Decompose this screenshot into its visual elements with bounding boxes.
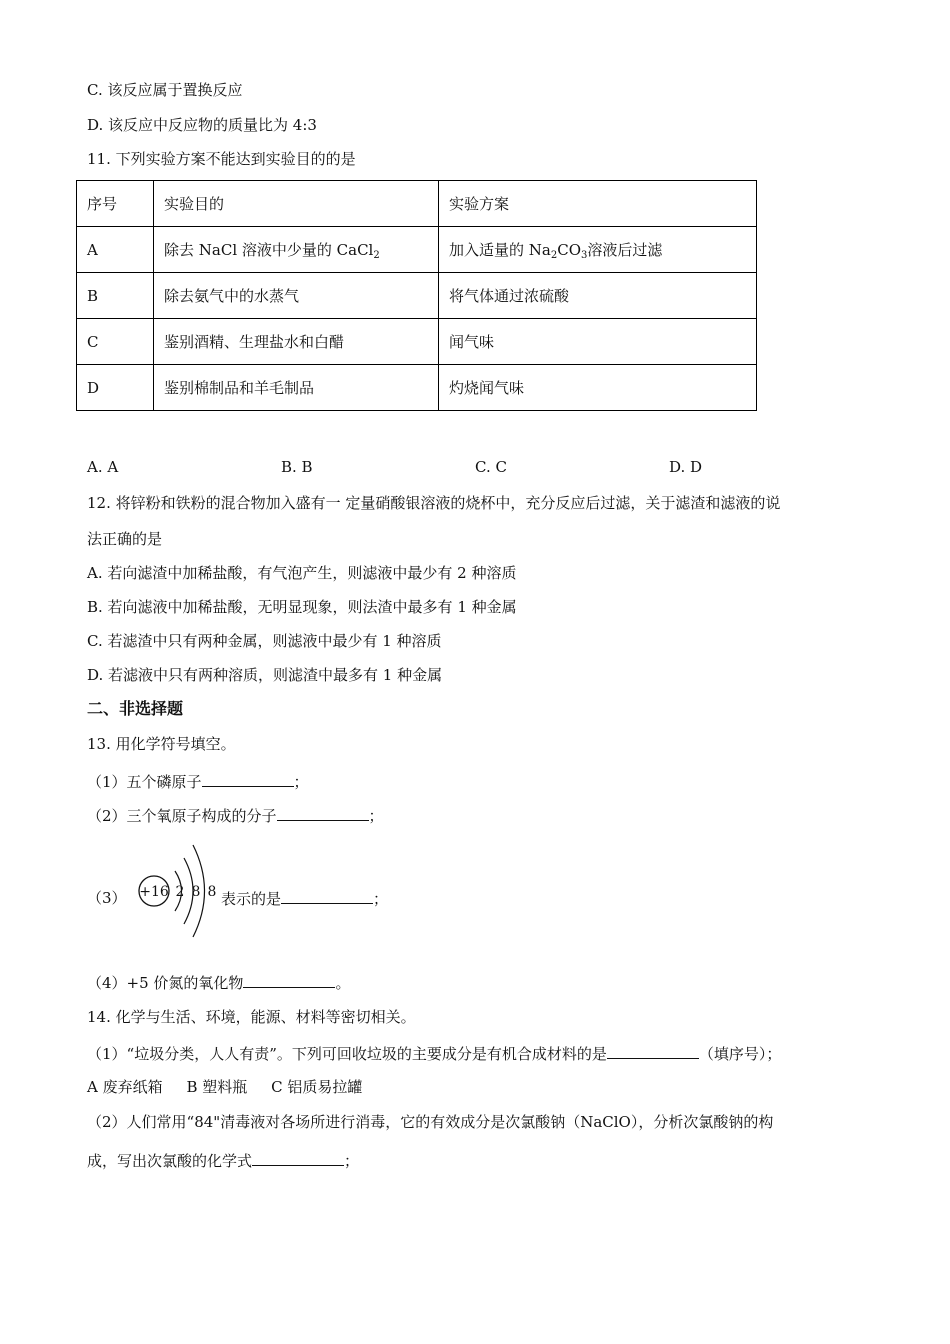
answer-blank[interactable]: [607, 1043, 699, 1059]
table-cell-plan: 将气体通过浓硫酸: [439, 273, 757, 319]
q14-stem: 14. 化学与生活、环境，能源、材料等密切相关。: [87, 1008, 416, 1026]
q11-option-b: B. B: [281, 458, 313, 476]
atom-structure-diagram: [135, 834, 225, 946]
nucleus-charge: +16: [139, 884, 169, 900]
q14-part1: （1）“垃圾分类，人人有责”。下列可回收垃圾的主要成分是有机合成材料的是 （填序号）；: [87, 1045, 782, 1063]
answer-blank[interactable]: [202, 771, 294, 787]
q14-part2-line2: 成，写出次氯酸的化学式 ；: [87, 1152, 360, 1170]
table-cell-goal: 鉴别酒精、生理盐水和白醋: [154, 319, 439, 365]
table-cell-plan: 加入适量的 $Na_2CO_3$溶液后过滤: [439, 227, 757, 273]
q12-option-b: B. 若向滤液中加稀盐酸，无明显现象，则法渣中最多有 1 种金属: [87, 598, 517, 616]
q13-part3-label: （3）: [87, 889, 127, 907]
q13-stem: 13. 用化学符号填空。: [87, 735, 236, 753]
table-cell-id: A: [77, 227, 154, 273]
table-row: [77, 227, 757, 273]
q11-stem: 11. 下列实验方案不能达到实验目的的是: [87, 150, 356, 168]
q13-part1: （1）五个磷原子 ；: [87, 773, 309, 791]
q11-option-c: C. C: [475, 458, 507, 476]
table-row: [77, 365, 757, 411]
table-cell-id: D: [77, 365, 154, 411]
table-cell-goal: 除去 NaCl 溶液中少量的 CaCl$_2$: [154, 227, 439, 273]
q12-option-c: C. 若滤渣中只有两种金属，则滤液中最少有 1 种溶质: [87, 632, 442, 650]
shell-electron-count: 8: [191, 884, 201, 900]
q10-option-c: C. 该反应属于置换反应: [87, 81, 243, 99]
table-cell-goal: 除去氨气中的水蒸气: [154, 273, 439, 319]
table-cell-goal: 鉴别棉制品和羊毛制品: [154, 365, 439, 411]
answer-blank[interactable]: [243, 972, 335, 988]
q12-stem-line2: 法正确的是: [87, 530, 163, 548]
q11-option-d: D. D: [669, 458, 703, 476]
answer-blank[interactable]: [252, 1150, 344, 1166]
q11-option-a: A. A: [87, 458, 119, 476]
table-row: [77, 319, 757, 365]
table-row: [77, 273, 757, 319]
q13-part2: （2）三个氧原子构成的分子 ；: [87, 807, 384, 825]
q10-option-d: D. 该反应中反应物的质量比为 4:3: [87, 116, 317, 134]
q14-part2-line1: （2）人们常用“84"清毒液对各场所进行消毒，它的有效成分是次氯酸钠（NaClO），分析次氯酸钠的构: [87, 1113, 774, 1131]
table-cell-plan: 灼烧闻气味: [439, 365, 757, 411]
answer-blank[interactable]: [277, 805, 369, 821]
experiment-table: [76, 180, 757, 411]
q13-part4: （4）+5 价氮的氧化物 。: [87, 974, 351, 992]
table-header-cell: 实验方案: [439, 181, 757, 227]
table-header-cell: 实验目的: [154, 181, 439, 227]
table-cell-id: B: [77, 273, 154, 319]
q14-part1-options: A 废弃纸箱 B 塑料瓶 C 铝质易拉罐: [87, 1078, 363, 1096]
section-heading: 二、非选择题: [87, 699, 184, 718]
table-header-cell: 序号: [77, 181, 154, 227]
q12-option-d: D. 若滤液中只有两种溶质，则滤渣中最多有 1 种金属: [87, 666, 443, 684]
q13-part3: 表示的是 ；: [221, 890, 389, 908]
table-cell-id: C: [77, 319, 154, 365]
answer-blank[interactable]: [281, 888, 373, 904]
table-cell-plan: 闻气味: [439, 319, 757, 365]
q12-stem-line1: 12. 将锌粉和铁粉的混合物加入盛有一 定量硝酸银溶液的烧杯中，充分反应后过滤，关于滤渣和滤液的说: [87, 494, 781, 512]
table-header-row: [77, 181, 757, 227]
shell-electron-count: 2: [175, 884, 185, 900]
shell-electron-count: 8: [207, 884, 217, 900]
q12-option-a: A. 若向滤渣中加稀盐酸，有气泡产生，则滤液中最少有 2 种溶质: [87, 564, 517, 582]
